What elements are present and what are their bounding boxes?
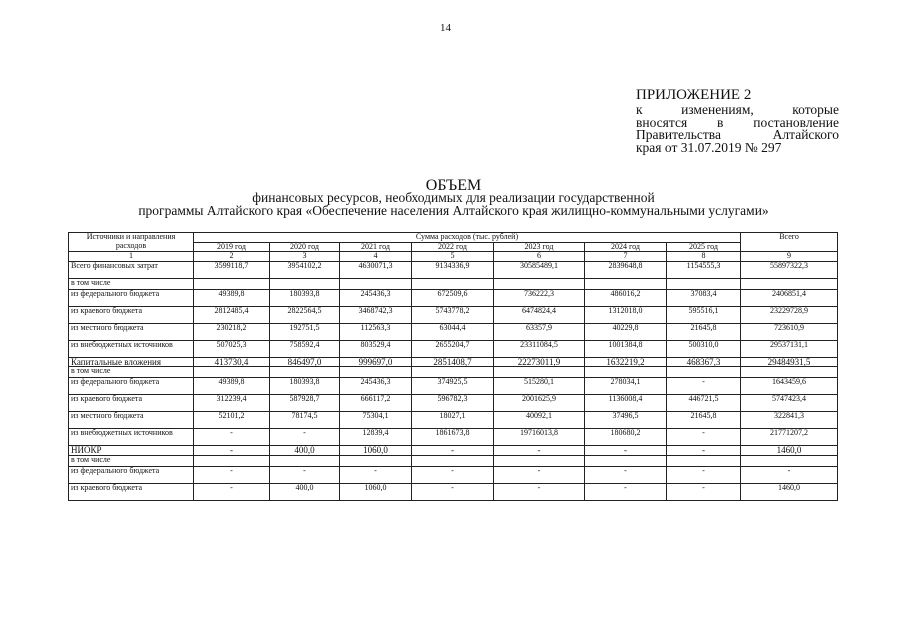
header-sources: Источники и направления расходов — [69, 233, 194, 252]
table-row — [69, 429, 838, 446]
row-total: 322841,3 — [741, 412, 838, 429]
row-value — [340, 455, 412, 466]
row-value: 1154555,3 — [667, 261, 741, 278]
table-row — [69, 340, 838, 357]
subtitle-line: финансовых ресурсов, необходимых для реализации государственной — [252, 190, 655, 205]
row-value: - — [270, 466, 340, 483]
header-year: 2019 год — [194, 242, 270, 252]
appendix-line: Правительства Алтайского — [636, 127, 839, 142]
row-value: 1136008,4 — [585, 395, 667, 412]
table-row — [69, 261, 838, 278]
row-value — [270, 455, 340, 466]
table-row — [69, 306, 838, 323]
row-value — [667, 455, 741, 466]
row-value — [667, 278, 741, 289]
row-value: 672509,6 — [412, 289, 494, 306]
row-value: 446721,5 — [667, 395, 741, 412]
row-value: 1060,0 — [340, 483, 412, 500]
page-number: 14 — [440, 22, 451, 34]
table-row — [69, 455, 838, 466]
row-value — [194, 367, 270, 378]
row-value: 22273011,9 — [494, 357, 585, 367]
row-total — [741, 278, 838, 289]
row-value — [412, 278, 494, 289]
row-label: из федерального бюджета — [69, 466, 194, 483]
row-value: 37083,4 — [667, 289, 741, 306]
table-row — [69, 323, 838, 340]
header-year: 2024 год — [585, 242, 667, 252]
row-value: 21645,8 — [667, 323, 741, 340]
table-row — [69, 357, 838, 367]
row-value: 180393,8 — [270, 289, 340, 306]
row-value — [667, 367, 741, 378]
row-value: 2851408,7 — [412, 357, 494, 367]
row-value: 500310,0 — [667, 340, 741, 357]
row-value: - — [494, 483, 585, 500]
row-total: 55897322,3 — [741, 261, 838, 278]
row-value: 245436,3 — [340, 378, 412, 395]
appendix-title: ПРИЛОЖЕНИЕ 2 — [636, 87, 752, 103]
row-total — [741, 367, 838, 378]
header-year: 2022 год — [412, 242, 494, 252]
col-number: 3 — [270, 252, 340, 262]
row-value — [585, 367, 667, 378]
row-value: - — [667, 378, 741, 395]
table-row — [69, 289, 838, 306]
row-label: в том числе — [69, 278, 194, 289]
row-value: 803529,4 — [340, 340, 412, 357]
row-value: 2839648,8 — [585, 261, 667, 278]
row-value: 230218,2 — [194, 323, 270, 340]
row-value: 9134336,9 — [412, 261, 494, 278]
row-value — [194, 455, 270, 466]
row-value: - — [585, 446, 667, 456]
row-value: 21645,8 — [667, 412, 741, 429]
row-value: - — [412, 446, 494, 456]
row-total: 2406851,4 — [741, 289, 838, 306]
row-value: 666117,2 — [340, 395, 412, 412]
col-number: 4 — [340, 252, 412, 262]
row-value: 1861673,8 — [412, 429, 494, 446]
row-value: 112563,3 — [340, 323, 412, 340]
table-row — [69, 378, 838, 395]
row-value: 758592,4 — [270, 340, 340, 357]
row-value: - — [194, 429, 270, 446]
col-number: 1 — [69, 252, 194, 262]
row-label: из краевого бюджета — [69, 395, 194, 412]
row-label: из местного бюджета — [69, 323, 194, 340]
row-label: Всего финансовых затрат — [69, 261, 194, 278]
row-value — [340, 278, 412, 289]
row-label: из федерального бюджета — [69, 289, 194, 306]
row-value: - — [585, 466, 667, 483]
row-value: 5743778,2 — [412, 306, 494, 323]
appendix-line: края от 31.07.2019 № 297 — [636, 139, 782, 155]
row-label: из краевого бюджета — [69, 483, 194, 500]
row-total: 1460,0 — [741, 446, 838, 456]
row-label: НИОКР — [69, 446, 194, 456]
row-value: 23311084,5 — [494, 340, 585, 357]
row-value — [270, 367, 340, 378]
row-value: 78174,5 — [270, 412, 340, 429]
row-value: 2655204,7 — [412, 340, 494, 357]
col-number: 6 — [494, 252, 585, 262]
document-title: ОБЪЕМ — [425, 177, 482, 194]
row-value: - — [585, 483, 667, 500]
row-value: 2001625,9 — [494, 395, 585, 412]
row-value: 312239,4 — [194, 395, 270, 412]
row-value: 192751,5 — [270, 323, 340, 340]
header-year: 2020 год — [270, 242, 340, 252]
row-total: 1460,0 — [741, 483, 838, 500]
row-value: 245436,3 — [340, 289, 412, 306]
row-value: 12839,4 — [340, 429, 412, 446]
row-value: 278034,1 — [585, 378, 667, 395]
header-total: Всего — [741, 233, 838, 252]
row-total: 723610,9 — [741, 323, 838, 340]
row-value: - — [667, 446, 741, 456]
col-number: 5 — [412, 252, 494, 262]
row-value: 846497,0 — [270, 357, 340, 367]
row-total: - — [741, 466, 838, 483]
row-value: - — [270, 429, 340, 446]
table-row — [69, 483, 838, 500]
row-value: - — [667, 429, 741, 446]
table-row — [69, 412, 838, 429]
row-value: - — [412, 466, 494, 483]
row-value: - — [340, 466, 412, 483]
row-label: из внебюджетных источников — [69, 429, 194, 446]
col-number: 7 — [585, 252, 667, 262]
row-label: Капитальные вложения — [69, 357, 194, 367]
header-year: 2021 год — [340, 242, 412, 252]
row-value: 1632219,2 — [585, 357, 667, 367]
row-value: 596782,3 — [412, 395, 494, 412]
row-value: - — [194, 446, 270, 456]
row-value — [494, 278, 585, 289]
row-value: - — [667, 483, 741, 500]
row-value: - — [494, 466, 585, 483]
header-year: 2023 год — [494, 242, 585, 252]
row-value: 63044,4 — [412, 323, 494, 340]
row-label: из краевого бюджета — [69, 306, 194, 323]
row-value — [585, 278, 667, 289]
row-value: 37496,5 — [585, 412, 667, 429]
table-row — [69, 446, 838, 456]
row-value: 18027,1 — [412, 412, 494, 429]
table-row — [69, 395, 838, 412]
row-value: 595516,1 — [667, 306, 741, 323]
col-number: 9 — [741, 252, 838, 262]
row-value — [412, 455, 494, 466]
row-value — [194, 278, 270, 289]
row-value: 1060,0 — [340, 446, 412, 456]
row-value: 2812485,4 — [194, 306, 270, 323]
row-value: 413730,4 — [194, 357, 270, 367]
row-total: 29484931,5 — [741, 357, 838, 367]
row-value: 507025,3 — [194, 340, 270, 357]
row-value: - — [412, 483, 494, 500]
row-value: 63357,9 — [494, 323, 585, 340]
header-sum: Сумма расходов (тыс. рублей) — [194, 233, 741, 243]
row-label: в том числе — [69, 455, 194, 466]
row-label: из местного бюджета — [69, 412, 194, 429]
row-value: 1312018,0 — [585, 306, 667, 323]
row-total: 5747423,4 — [741, 395, 838, 412]
row-value — [585, 455, 667, 466]
subtitle-line: программы Алтайского края «Обеспечение населения Алтайского края жилищно-коммунальными услугами» — [138, 203, 769, 218]
table-row — [69, 278, 838, 289]
appendix-block — [636, 88, 839, 154]
row-value: 2822564,5 — [270, 306, 340, 323]
row-value — [494, 367, 585, 378]
row-label: в том числе — [69, 367, 194, 378]
row-value: 3599118,7 — [194, 261, 270, 278]
row-value: 400,0 — [270, 446, 340, 456]
row-value — [412, 367, 494, 378]
row-total: 21771207,2 — [741, 429, 838, 446]
row-value: 52101,2 — [194, 412, 270, 429]
row-value: 49389,8 — [194, 378, 270, 395]
row-value: - — [194, 483, 270, 500]
row-value: 180680,2 — [585, 429, 667, 446]
row-total — [741, 455, 838, 466]
row-value: 736222,3 — [494, 289, 585, 306]
document-subtitle — [0, 191, 907, 217]
row-value — [270, 278, 340, 289]
row-value: 6474824,4 — [494, 306, 585, 323]
row-value — [340, 367, 412, 378]
table-row — [69, 367, 838, 378]
row-value: 180393,8 — [270, 378, 340, 395]
row-value: 587928,7 — [270, 395, 340, 412]
row-value: 49389,8 — [194, 289, 270, 306]
row-value — [494, 455, 585, 466]
row-value: - — [194, 466, 270, 483]
row-value: 1001384,8 — [585, 340, 667, 357]
row-total: 29537131,1 — [741, 340, 838, 357]
row-value: 3954102,2 — [270, 261, 340, 278]
row-value: 515280,1 — [494, 378, 585, 395]
row-value: 486016,2 — [585, 289, 667, 306]
row-label: из федерального бюджета — [69, 378, 194, 395]
row-value: 374925,5 — [412, 378, 494, 395]
row-value: 3468742,3 — [340, 306, 412, 323]
row-value: - — [667, 466, 741, 483]
row-value: 19716013,8 — [494, 429, 585, 446]
row-label: из внебюджетных источников — [69, 340, 194, 357]
row-total: 23229728,9 — [741, 306, 838, 323]
row-value: - — [494, 446, 585, 456]
row-value: 400,0 — [270, 483, 340, 500]
row-total: 1643459,6 — [741, 378, 838, 395]
row-value: 4630071,3 — [340, 261, 412, 278]
row-value: 999697,0 — [340, 357, 412, 367]
table-row — [69, 466, 838, 483]
header-year: 2025 год — [667, 242, 741, 252]
row-value: 468367,3 — [667, 357, 741, 367]
col-number: 2 — [194, 252, 270, 262]
appendix-line: вносятся в постановление — [636, 114, 839, 130]
appendix-line: к изменениям, которые — [636, 102, 839, 117]
row-value: 40092,1 — [494, 412, 585, 429]
row-value: 40229,8 — [585, 323, 667, 340]
row-value: 30585489,1 — [494, 261, 585, 278]
row-value: 75304,1 — [340, 412, 412, 429]
col-number: 8 — [667, 252, 741, 262]
finance-table — [68, 232, 838, 501]
